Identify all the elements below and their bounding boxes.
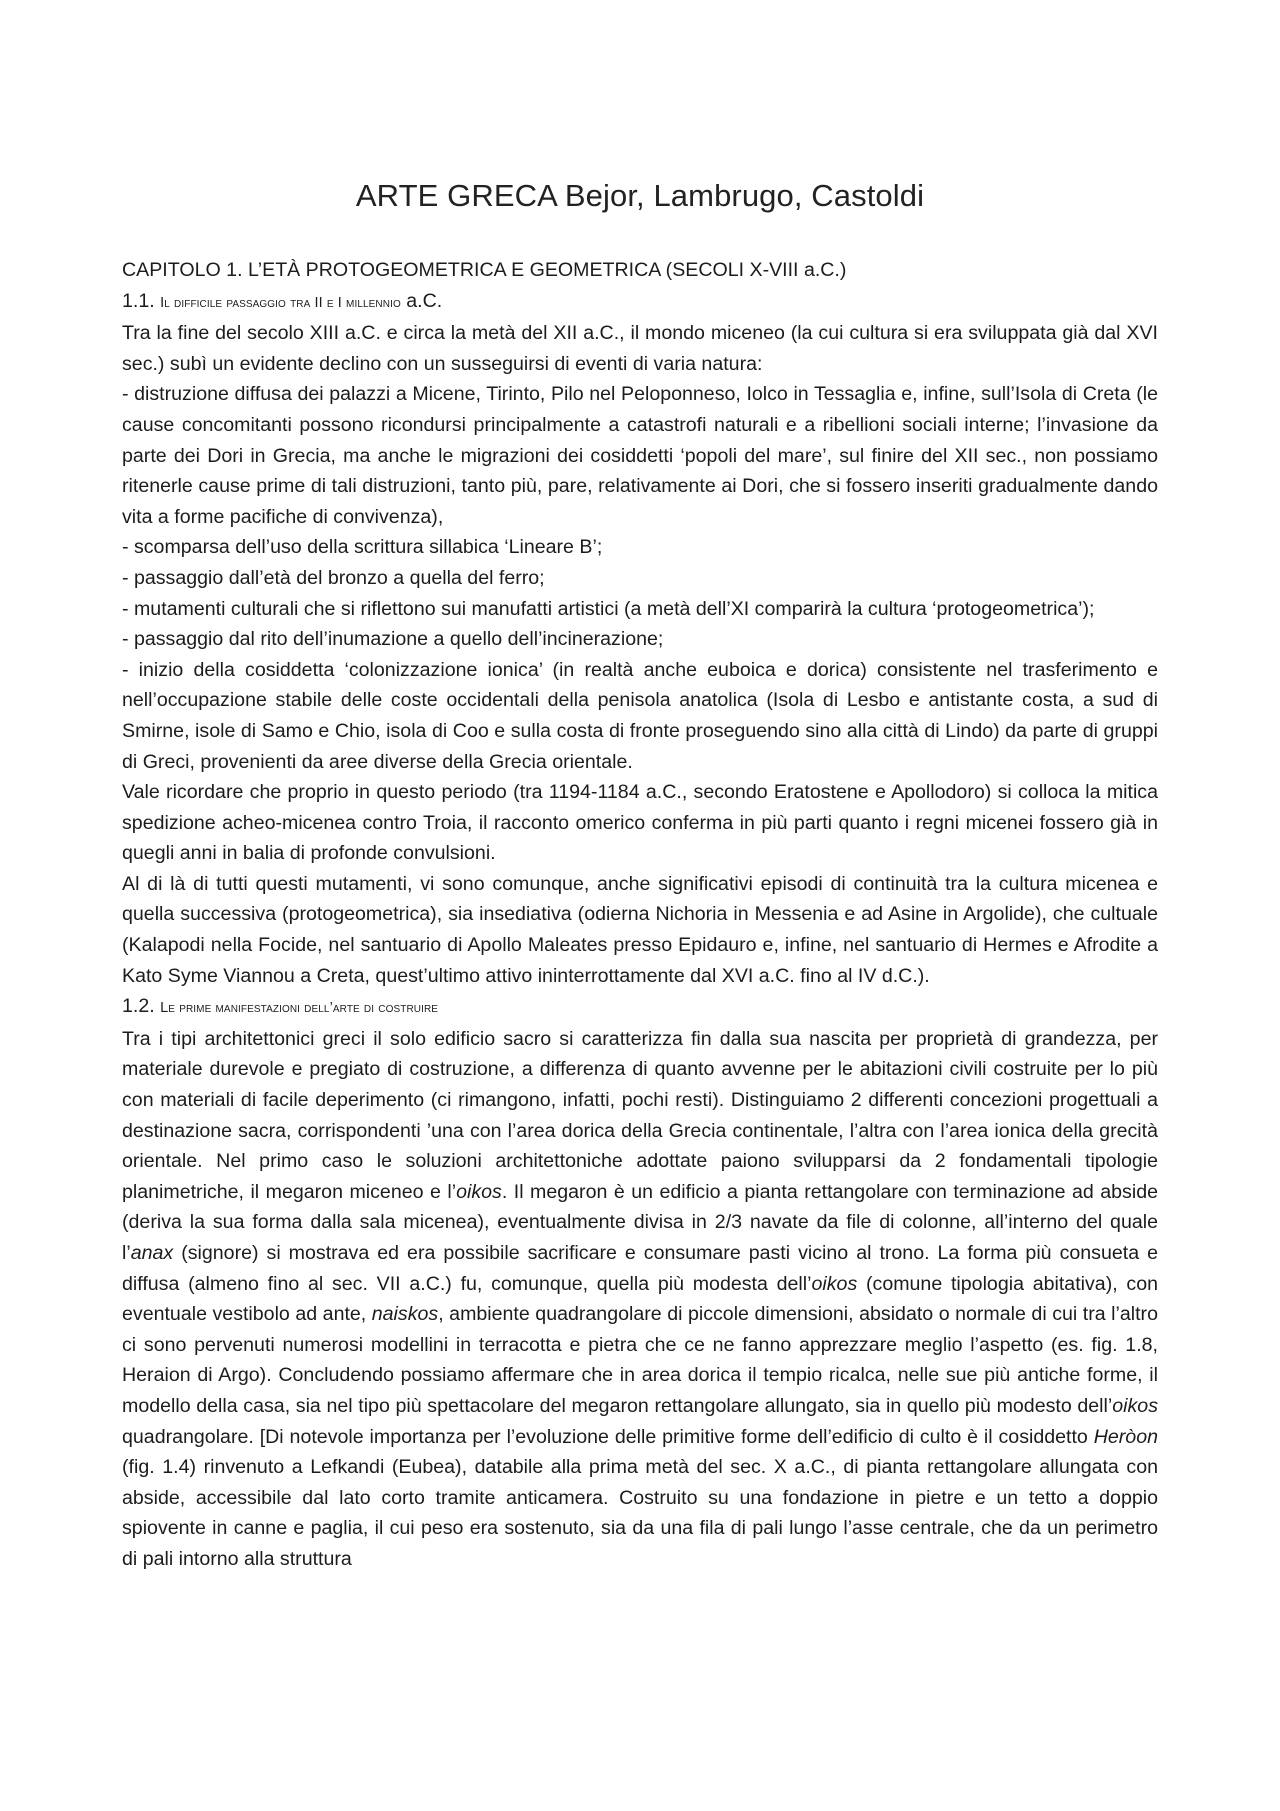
text-run: (fig. 1.4) rinvenuto a Lefkandi (Eubea), databile alla prima metà del sec. X a.C., di pianta rettangolare allungata con abside, accessibile dal lato corto tramite anticamera. Costruito su una fondazione in pietre e un tetto a doppio spiovente in canne e paglia, il cui peso era sostenuto, sia da una fila di pali lungo l’asse centrale, che da un perimetro di pali intorno alla struttura [122, 1456, 1158, 1570]
text-run: quadrangolare. [Di notevole importanza per l’evoluzione delle primitive forme dell’edificio di culto è il cosiddetto [122, 1425, 1094, 1448]
document-title: ARTE GRECA Bejor, Lambrugo, Castoldi [355, 178, 925, 213]
section-title-suffix: a.C. [400, 289, 443, 312]
section-title: Il difficile passaggio tra II e I millennio [160, 294, 401, 311]
list-item: - mutamenti culturali che si riflettono sui manufatti artistici (a metà dell’XI comparirà la cultura ‘protogeometrica’); [122, 597, 1095, 620]
italic-term: oikos [1112, 1394, 1158, 1417]
list-item: - passaggio dal rito dell’inumazione a quello dell’incinerazione; [122, 628, 664, 651]
section-number: 1.2. [122, 995, 161, 1018]
chapter-heading: CAPITOLO 1. L’ETÀ PROTOGEOMETRICA E GEOMETRICA (SECOLI X-VIII a.C.) [122, 259, 847, 281]
paragraph-intro: Tra la fine del secolo XIII a.C. e circa la metà del XII a.C., il mondo miceneo (la cui cultura si era sviluppata già dal XVI sec.) subì un evidente declino con un susseguirsi di eventi di varia natura: [122, 322, 1158, 375]
list-item: - scomparsa dell’uso della scrittura sillabica ‘Lineare B’; [122, 536, 603, 559]
list-item: - distruzione diffusa dei palazzi a Micene, Tirinto, Pilo nel Peloponneso, Iolco in Tessaglia e, infine, sull’Isola di Creta (le cause concomitanti possono ricondursi principalmente a catastrofi naturali e a ribellioni sociali interne; l’invasione da parte dei Dori in Grecia, ma anche le migrazioni dei cosiddetti ‘popoli del mare’, sul finire del XII sec., non possiamo ritenerle cause prime di tali distruzioni, tanto più, pare, relativamente ai Dori, che si fossero inseriti gradualmente dando vita a forme pacifiche di convivenza), [122, 383, 1158, 528]
list-item: - inizio della cosiddetta ‘colonizzazione ionica’ (in realtà anche euboica e dorica) consistente nel trasferimento e nell’occupazione stabile delle coste occidentali della penisola anatolica (Isola di Lesbo e antistante costa, a sud di Smirne, isole di Samo e Chio, isola di Coo e sulla costa di fronte proseguendo sino alla città di Lindo) da parte di gruppi di Greci, provenienti da aree diverse della Grecia orientale. [122, 658, 1158, 773]
text-run: . Il megaron è un edificio a pianta rettangolare con terminazione ad abside (deriva la sua forma dalla sala micenea), eventualmente divisa in 2/3 navate da file di colonne, all’interno del quale l’ [122, 1180, 1158, 1264]
text-run: Tra i tipi architettonici greci il solo edificio sacro si caratterizza fin dalla sua nascita per proprietà di grandezza, per materiale durevole e pregiato di costruzione, a differenza di quanto avvenne per le abitazioni civili costruite per lo più con materiali di facile deperimento (ci rimangono, infatti, pochi resti). Distinguiamo 2 differenti concezioni progettuali a destinazione sacra, corrispondenti ’una con l’area dorica della Grecia continentale, l’altra con l’area ionica della grecità orientale. Nel primo caso le soluzioni architettoniche adottate paiono svilupparsi da 2 fondamentali tipologie planimetriche, il megaron miceneo e l’ [122, 1027, 1158, 1203]
italic-term: oikos [456, 1180, 502, 1203]
section-title: Le prime manifestazioni dell’arte di costruire [160, 1000, 439, 1017]
section-heading-1-1 [122, 286, 1158, 319]
paragraph: Vale ricordare che proprio in questo periodo (tra 1194-1184 a.C., secondo Eratostene e Apollodoro) si colloca la mitica spedizione acheo-micenea contro Troia, il racconto omerico conferma in più parti quanto i regni micenei fossero già in quegli anni in balia di profonde convulsioni. [122, 781, 1158, 865]
section-heading-1-2 [122, 991, 1158, 1024]
list-item: - passaggio dall’età del bronzo a quella del ferro; [122, 566, 545, 589]
italic-term: naiskos [371, 1303, 439, 1326]
document-body [122, 255, 1158, 1575]
paragraph: Al di là di tutti questi mutamenti, vi sono comunque, anche significativi episodi di continuità tra la cultura micenea e quella successiva (protogeometrica), sia insediativa (odierna Nichoria in Messenia e ad Asine in Argolide), che cultuale (Kalapodi nella Focide, nel santuario di Apollo Maleates presso Epidauro e, infine, nel santuario di Hermes e Afrodite a Kato Syme Viannou a Creta, quest’ultimo attivo ininterrottamente dal XVI a.C. fino al IV d.C.). [122, 872, 1158, 987]
italic-term: Heròon [1093, 1425, 1158, 1448]
text-run: (signore) si mostrava ed era possibile sacrificare e consumare pasti vicino al trono. La forma più consueta e diffusa (almeno fino al sec. VII a.C.) fu, comunque, quella più modesta dell’ [122, 1242, 1158, 1295]
text-run: , ambiente quadrangolare di piccole dimensioni, absidato o normale di cui tra l’altro ci sono pervenuti numerosi modellini in terracotta e pietra che ce ne fanno apprezzare meglio l’aspetto (es. fig. 1.8, Heraion di Argo). Concludendo possiamo affermare che in area dorica il tempio ricalca, nelle sue più antiche forme, il modello della casa, sia nel tipo più spettacolare del megaron rettangolare allungato, sia in quello più modesto dell’ [122, 1303, 1158, 1417]
italic-term: anax [130, 1242, 174, 1264]
italic-term: oikos [811, 1272, 858, 1295]
section-number: 1.1. [122, 289, 161, 312]
text-run: (comune tipologia abitativa), con eventuale vestibolo ad ante, [122, 1272, 1158, 1326]
paragraph-architecture [122, 1024, 1158, 1575]
